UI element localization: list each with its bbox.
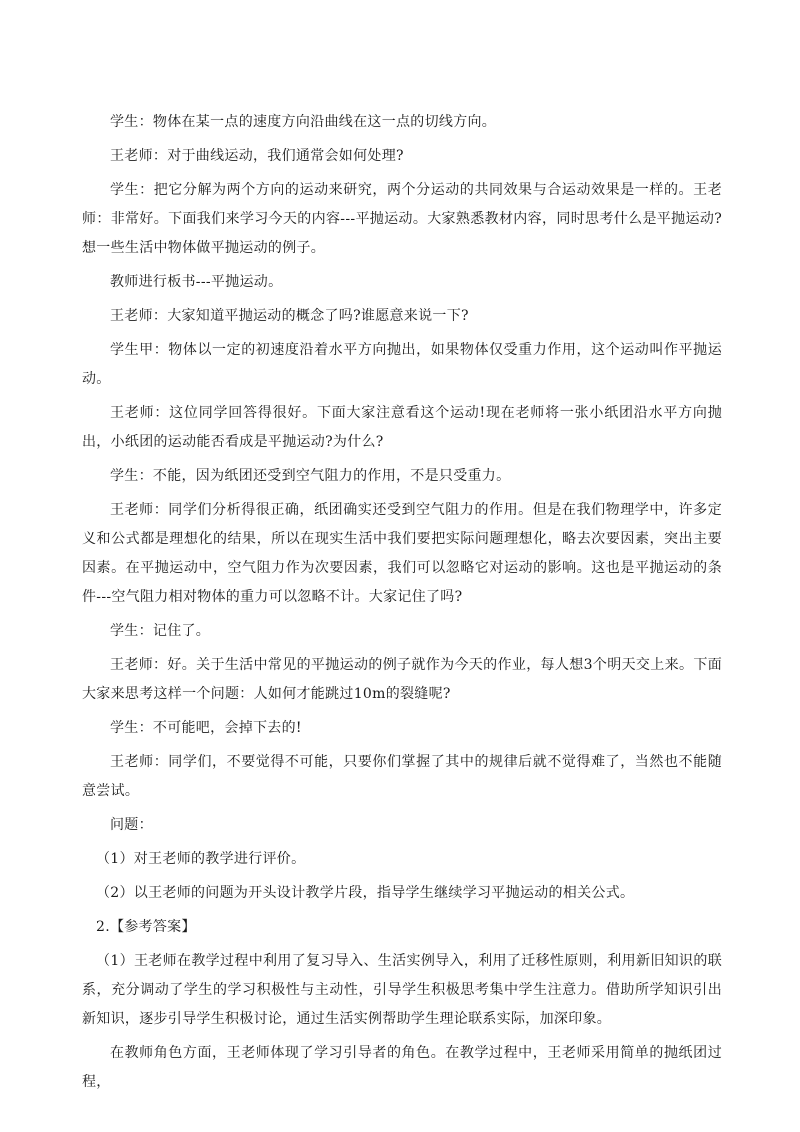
paragraph-12: 学生：不可能吧，会掉下去的!: [110, 720, 302, 736]
question-1: （1）对王老师的教学进行评价。: [96, 851, 306, 867]
paragraph-13: 王老师：同学们，不要觉得不可能，只要你们掌握了其中的规律后就不觉得难了，当然也不能随意尝试。: [82, 754, 722, 799]
paragraph-8: 学生：不能，因为纸团还受到空气阻力的作用，不是只受重力。: [110, 468, 511, 484]
question-label: 问题：: [110, 817, 153, 833]
paragraph-6: 学生甲：物体以一定的初速度沿着水平方向抛出，如果物体仅受重力作用，这个运动叫作平抛运动。: [82, 342, 722, 387]
paragraph-4: 教师进行板书---平抛运动。: [110, 274, 283, 290]
paragraph-1: 学生：物体在某一点的速度方向沿曲线在这一点的切线方向。: [110, 114, 497, 130]
answer-heading: 2.【参考答案】: [96, 919, 196, 935]
answer-1: （1）王老师在教学过程中利用了复习导入、生活实例导入，利用了迁移性原则，利用新旧知识的联系，充分调动了学生的学习积极性与主动性，引导学生积极思考集中学生注意力。借助所学知识引出新知识，逐步引导学生积极讨论，通过生活实例帮助学生理论联系实际，加深印象。: [82, 953, 722, 1027]
paragraph-2: 王老师：对于曲线运动，我们通常会如何处理?: [110, 148, 404, 164]
paragraph-9: 王老师：同学们分析得很正确，纸团确实还受到空气阻力的作用。但是在我们物理学中，许多定义和公式都是理想化的结果，所以在现实生活中我们要把实际问题理想化，略去次要因素，突出主要因素。在平抛运动中，空气阻力作为次要因素，我们可以忽略它对运动的影响。这也是平抛运动的条件---空气阻力相对物体的重力可以忽略不计。大家记住了吗?: [82, 502, 722, 605]
paragraph-10: 学生：记住了。: [110, 623, 211, 639]
answer-2: 在教师角色方面，王老师体现了学习引导者的角色。在教学过程中，王老师采用简单的抛纸团过程，: [82, 1045, 722, 1090]
question-2: （2）以王老师的问题为开头设计教学片段，指导学生继续学习平抛运动的相关公式。: [96, 885, 635, 901]
paragraph-3: 学生：把它分解为两个方向的运动来研究，两个分运动的共同效果与合运动效果是一样的。王老师：非常好。下面我们来学习今天的内容---平抛运动。大家熟悉教材内容，同时思考什么是平抛运动?想一些生活中物体做平抛运动的例子。: [82, 182, 722, 256]
paragraph-7: 王老师：这位同学回答得很好。下面大家注意看这个运动!现在老师将一张小纸团沿水平方向抛出，小纸团的运动能否看成是平抛运动?为什么?: [82, 405, 722, 450]
document-page: [82, 108, 722, 1102]
paragraph-5: 王老师：大家知道平抛运动的概念了吗?谁愿意来说一下?: [110, 308, 469, 324]
paragraph-11: 王老师：好。关于生活中常见的平抛运动的例子就作为今天的作业，每人想3个明天交上来。下面大家来思考这样一个问题：人如何才能跳过10m的裂缝呢?: [82, 657, 722, 702]
